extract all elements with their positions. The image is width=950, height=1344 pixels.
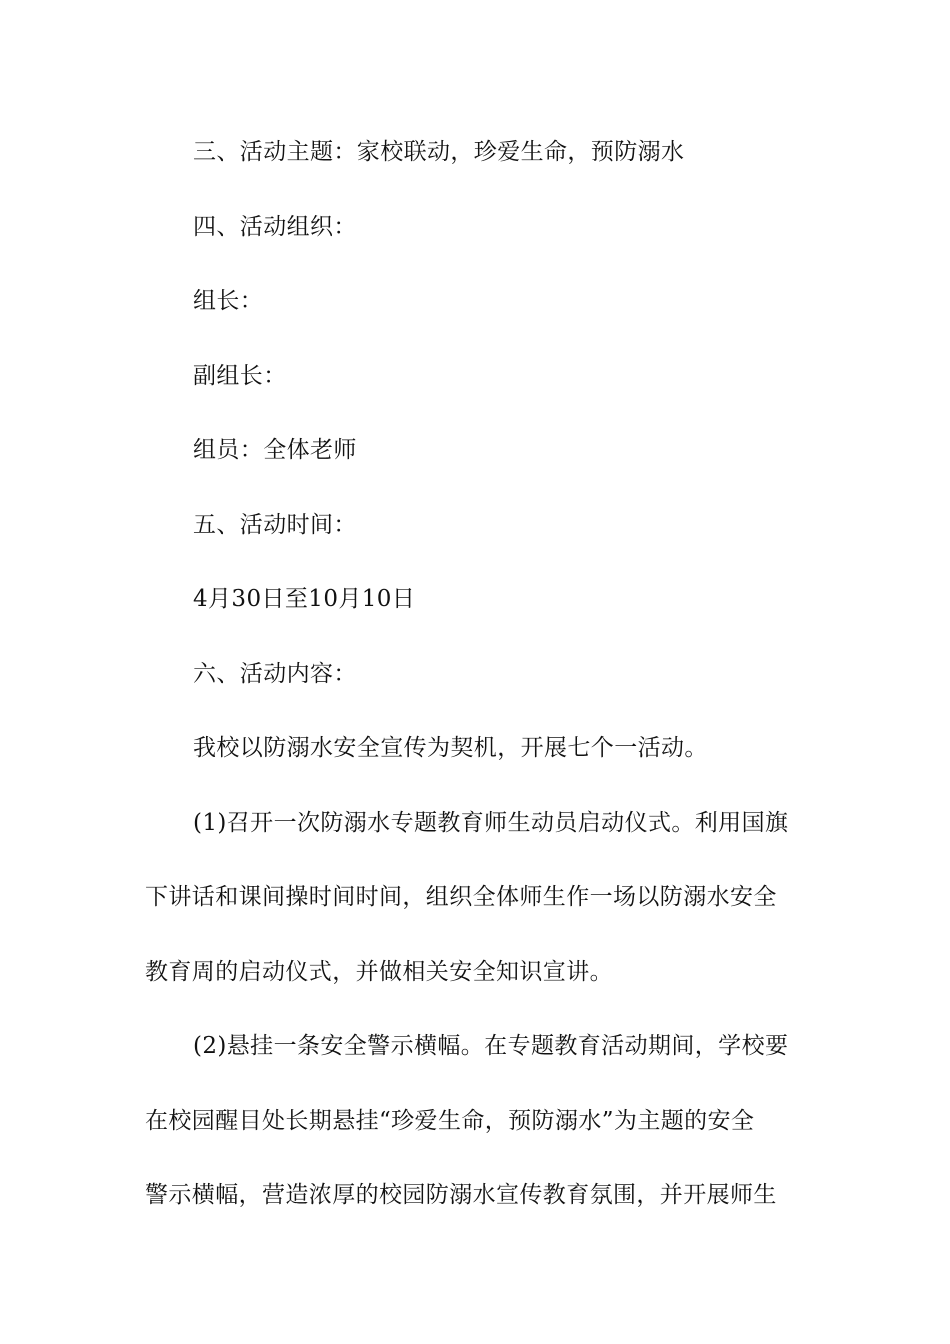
paragraph-intro: 我校以防溺水安全宣传为契机，开展七个一活动。 <box>193 735 708 761</box>
leader-line: 组长： <box>193 288 264 314</box>
time-range-line: 4月30日至10月10日 <box>193 586 416 612</box>
paragraph-item-1-line-2: 下讲话和课间操时间时间，组织全体师生作一场以防溺水安全 <box>145 884 777 910</box>
section-heading-organization: 四、活动组织： <box>193 213 357 240</box>
section-heading-theme: 三、活动主题：家校联动，珍爱生命，预防溺水 <box>193 139 685 165</box>
section-heading-content: 六、活动内容： <box>193 660 357 687</box>
members-line: 组员：全体老师 <box>193 437 357 463</box>
paragraph-item-2-line-2: 在校园醒目处长期悬挂“珍爱生命，预防溺水”为主题的安全 <box>145 1107 755 1134</box>
paragraph-item-1-line-1: (1)召开一次防溺水专题教育师生动员启动仪式。利用国旗 <box>193 809 789 836</box>
paragraph-item-1-line-3: 教育周的启动仪式，并做相关安全知识宣讲。 <box>145 958 613 985</box>
paragraph-item-2-line-3: 警示横幅，营造浓厚的校园防溺水宣传教育氛围，并开展师生 <box>145 1182 777 1208</box>
document-body <box>145 128 807 1246</box>
section-heading-time: 五、活动时间： <box>193 511 357 538</box>
paragraph-item-2-line-1: (2)悬挂一条安全警示横幅。在专题教育活动期间，学校要 <box>193 1033 789 1059</box>
deputy-leader-line: 副组长： <box>193 362 287 389</box>
